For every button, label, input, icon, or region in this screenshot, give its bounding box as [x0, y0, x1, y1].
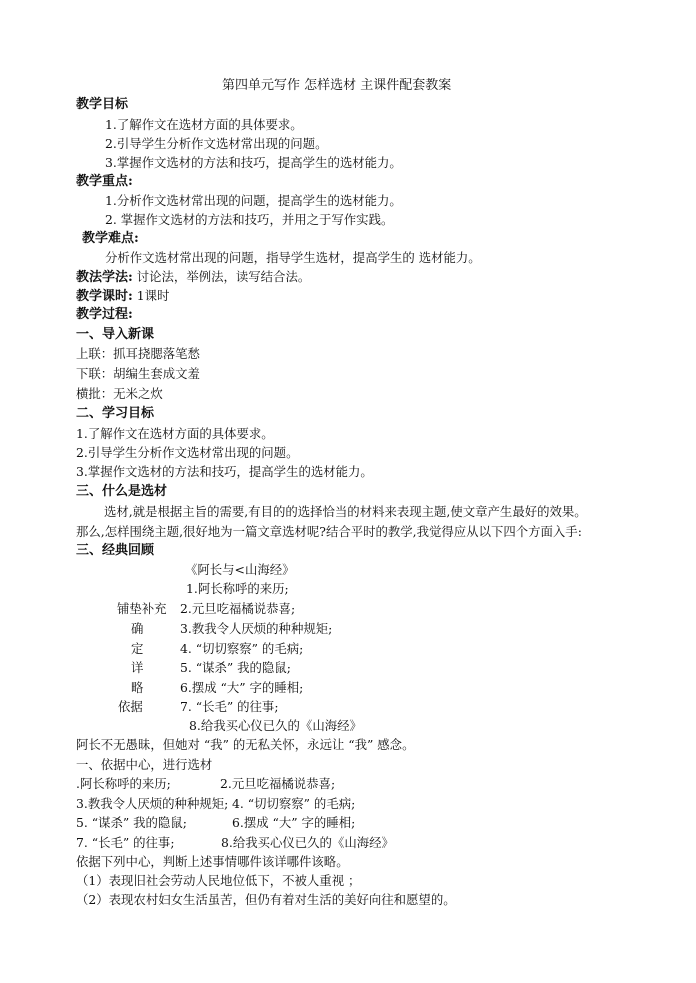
- event-cell: .阿长称呼的来历;: [76, 776, 171, 791]
- difficulty-text: 分析作文选材常出现的问题，指导学生选材，提高学生的 选材能力。: [105, 250, 481, 265]
- keypoint-item: 1.分析作文选材常出现的问题，提高学生的选材能力。: [105, 193, 402, 208]
- event-cell: 3.教我令人厌烦的种种规矩;: [76, 796, 229, 811]
- event-item: 6.摆成 “大” 字的睡相;: [180, 680, 304, 695]
- event-cell: 4. “切切察察” 的毛病;: [232, 796, 356, 811]
- side-label: 定: [131, 641, 144, 656]
- keypoints-heading: 教学重点:: [76, 174, 133, 189]
- couplet-line: 横批：无米之炊: [76, 386, 163, 401]
- event-cell: 5. “谋杀” 我的隐鼠;: [76, 815, 187, 830]
- event-item: 8.给我买心仪已久的《山海经》: [189, 718, 362, 733]
- event-cell: 8.给我买心仪已久的《山海经》: [221, 835, 394, 850]
- couplet-line: 下联：胡编生套成文羞: [76, 366, 200, 381]
- question-item: （1）表现旧社会劳动人民地位低下，不被人重视 ；: [76, 873, 361, 888]
- event-item: 1.阿长称呼的来历;: [186, 581, 289, 596]
- objective-item: 1.了解作文在选材方面的具体要求。: [105, 117, 303, 132]
- objective-item: 3.掌握作文选材的方法和技巧，提高学生的选材能力。: [105, 155, 402, 170]
- event-item: 5. “谋杀” 我的隐鼠;: [180, 660, 291, 675]
- section-heading: 一、导入新课: [76, 327, 155, 342]
- side-label: 铺垫补充: [117, 601, 167, 616]
- methods-line: [76, 268, 310, 287]
- process-heading: 教学过程:: [76, 307, 133, 322]
- hours-line: [76, 287, 169, 306]
- section-heading: 二、学习目标: [76, 406, 155, 421]
- section-heading: 三、经典回顾: [76, 543, 155, 558]
- paragraph: 选材,就是根据主旨的需要,有目的的选择恰当的材料来表现主题,使文章产生最好的效果。: [104, 504, 587, 519]
- event-item: 3.教我令人厌烦的种种规矩;: [180, 621, 333, 636]
- event-cell: 6.摆成 “大” 字的睡相;: [232, 815, 356, 830]
- methods-text: 讨论法，举例法，读写结合法。: [132, 269, 311, 284]
- hours-text: 1课时: [132, 288, 170, 303]
- side-label: 详: [131, 660, 144, 675]
- prompt: 依据下列中心，判断上述事情哪件该详哪件该略。: [76, 854, 349, 869]
- goal-item: 1.了解作文在选材方面的具体要求。: [76, 426, 274, 441]
- summary: 阿长不无愚昧，但她对 “我” 的无私关怀，永远让 “我” 感念。: [76, 737, 415, 752]
- difficulty-heading: 教学难点:: [82, 231, 139, 246]
- methods-heading: 教法学法:: [76, 270, 133, 285]
- event-cell: 7. “长毛” 的往事;: [76, 835, 175, 850]
- event-item: 7. “长毛” 的往事;: [180, 699, 279, 714]
- objectives-heading: 教学目标: [76, 97, 129, 112]
- question-item: （2）表现农村妇女生活虽苦，但仍有着对生活的美好向往和愿望的。: [76, 892, 456, 907]
- book-title: 《阿长与<山海经》: [185, 562, 295, 577]
- section-heading: 一、依据中心，进行选材: [76, 757, 213, 772]
- objective-item: 2.引导学生分析作文选材常出现的问题。: [105, 136, 328, 151]
- event-item: 4. “切切察察” 的毛病;: [180, 641, 304, 656]
- side-label: 确: [131, 621, 144, 636]
- goal-item: 2.引导学生分析作文选材常出现的问题。: [76, 445, 299, 460]
- hours-heading: 教学课时:: [76, 289, 133, 304]
- paragraph: 那么,怎样围绕主题,很好地为一篇文章选材呢?结合平时的教学,我觉得应从以下四个方面入手:: [76, 524, 582, 539]
- event-cell: 2.元旦吃福橘说恭喜;: [220, 776, 336, 791]
- event-item: 2.元旦吃福橘说恭喜;: [180, 601, 296, 616]
- page-title: 第四单元写作 怎样选材 主课件配套教案: [222, 78, 452, 93]
- side-label: 略: [131, 680, 144, 695]
- keypoint-item: 2. 掌握作文选材的方法和技巧，并用之于写作实践。: [105, 212, 394, 227]
- section-heading: 三、什么是选材: [76, 484, 168, 499]
- couplet-line: 上联：抓耳挠腮落笔愁: [76, 346, 200, 361]
- side-label: 依据: [118, 699, 143, 714]
- goal-item: 3.掌握作文选材的方法和技巧，提高学生的选材能力。: [76, 464, 373, 479]
